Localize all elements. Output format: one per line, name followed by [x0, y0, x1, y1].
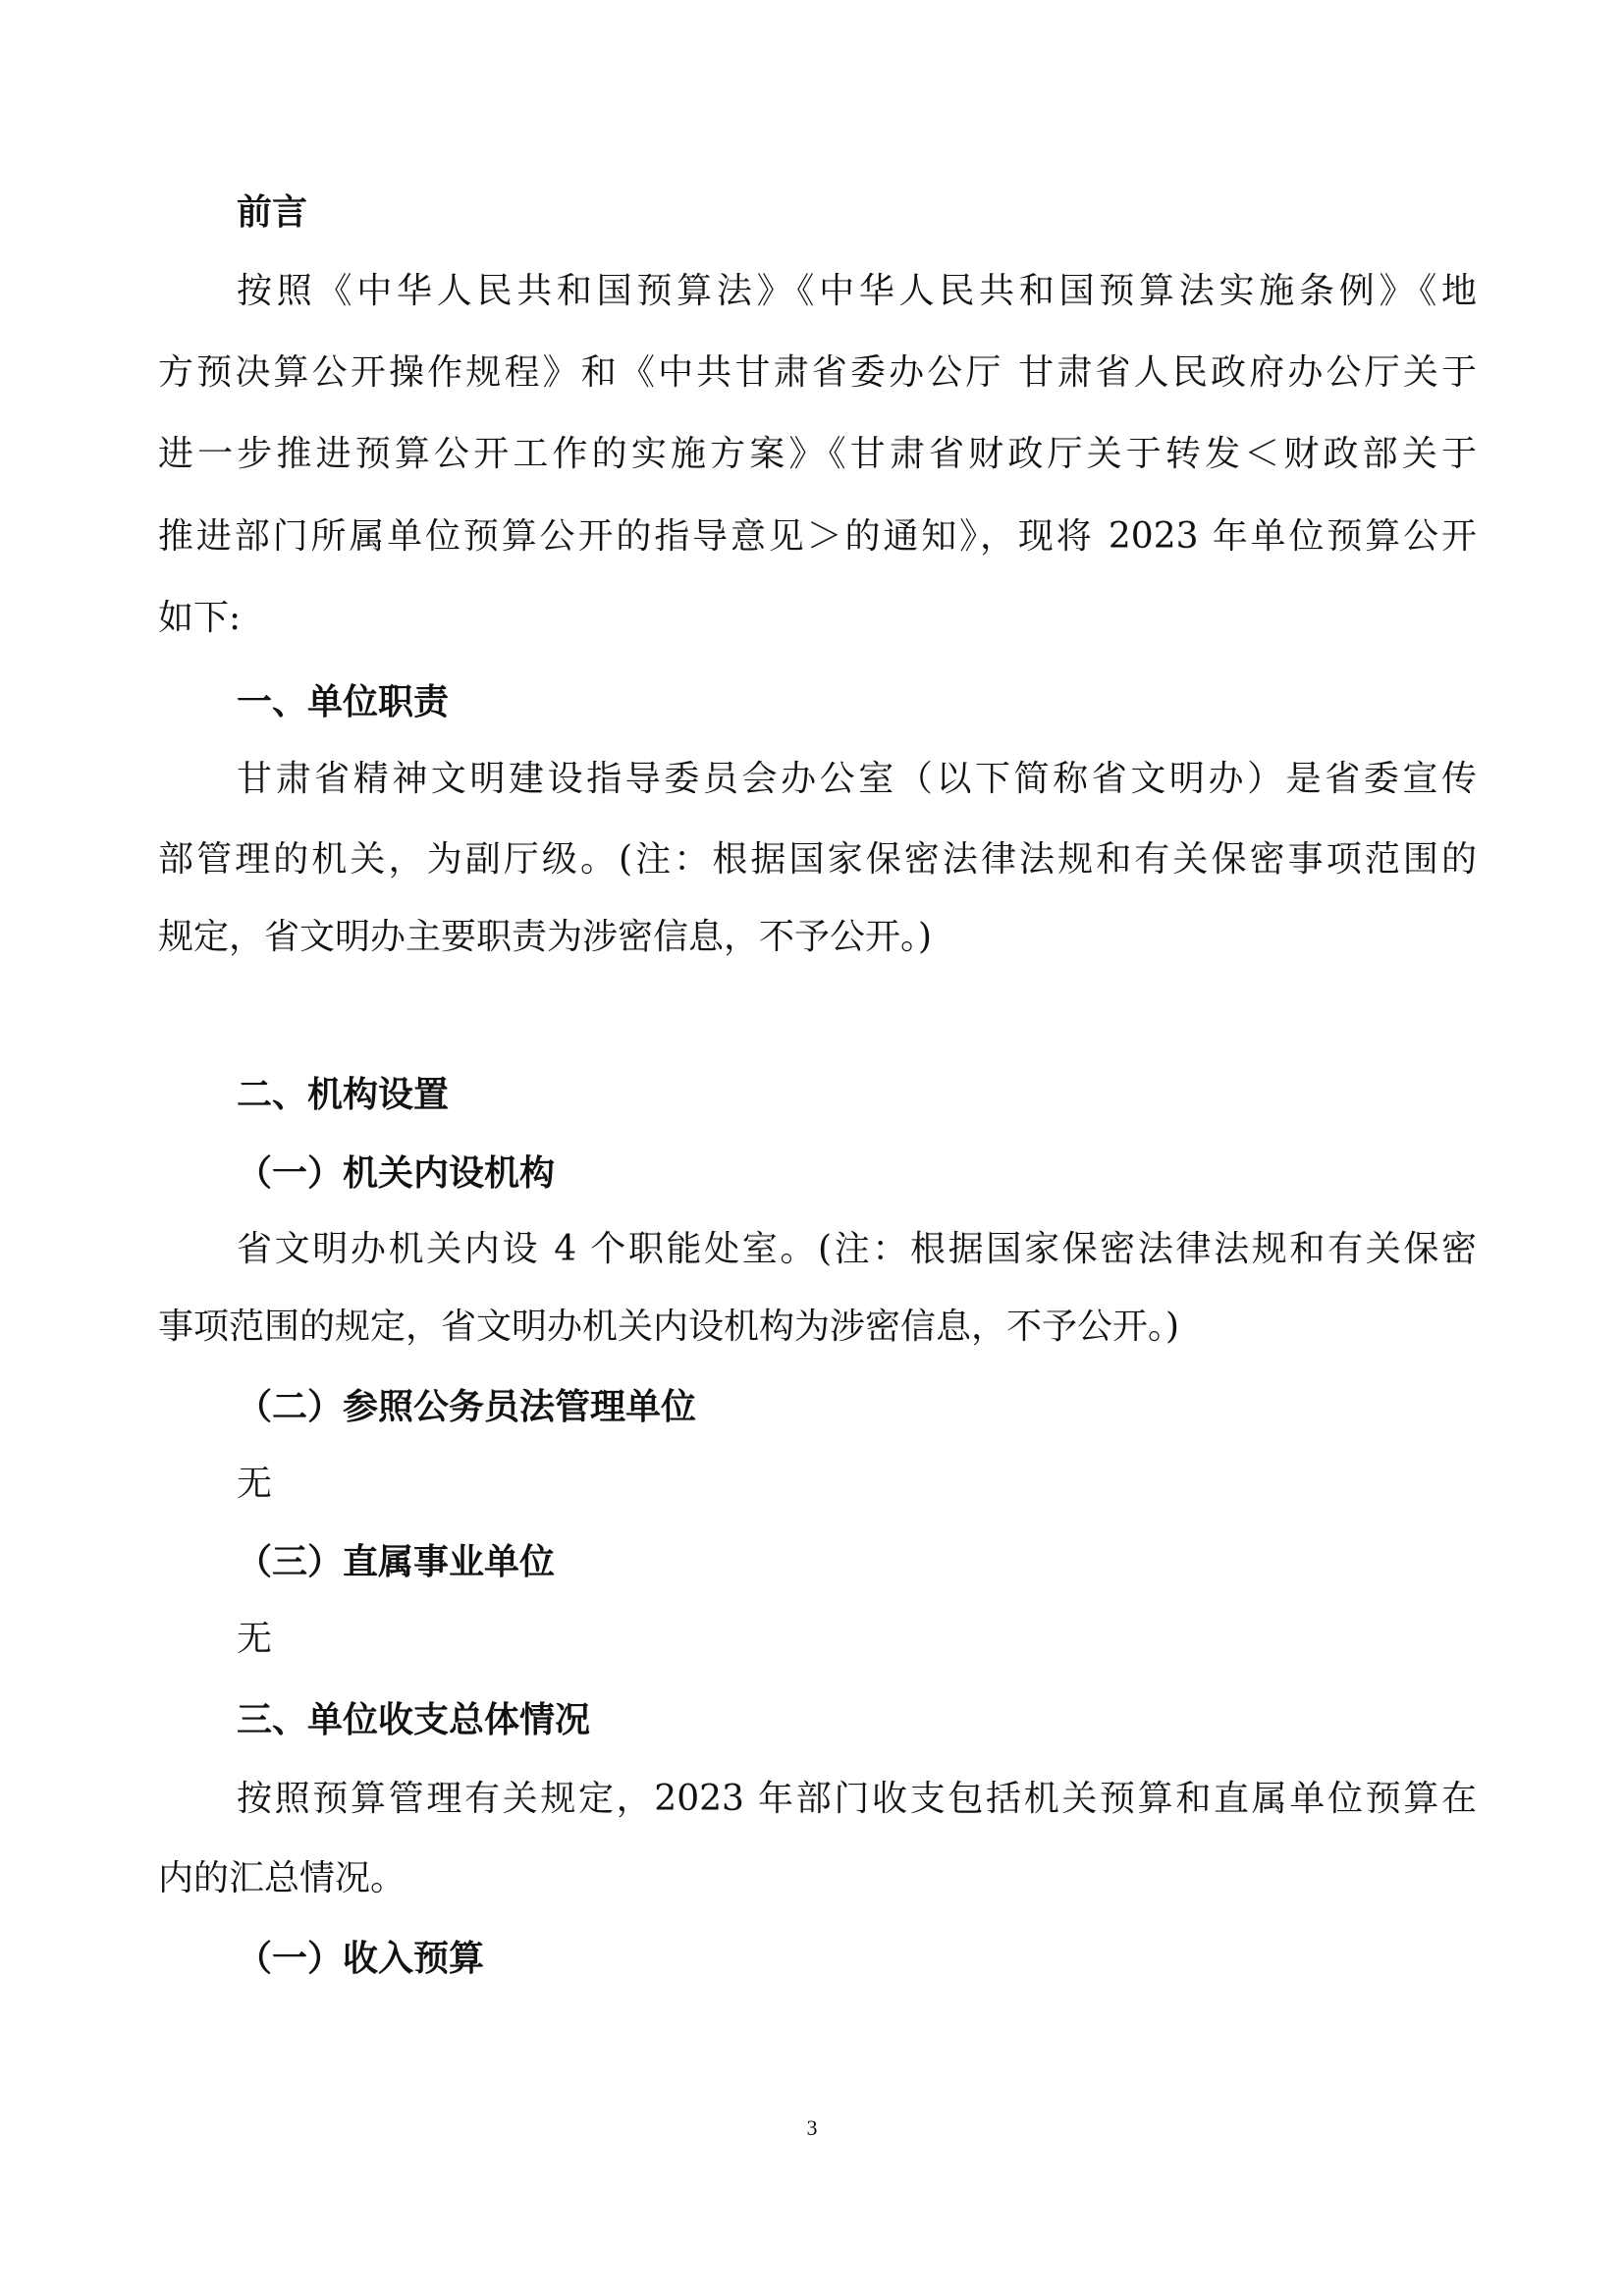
section2-sub1-paragraph-line: 省文明办机关内设 4 个职能处室。(注：根据国家保密法律法规和有关保密	[237, 1229, 1477, 1269]
section2-sub3-heading: （三）直属事业单位	[237, 1541, 556, 1582]
section2-sub3-text: 无	[237, 1619, 273, 1659]
section2-heading: 二、机构设置	[237, 1074, 450, 1115]
preface-paragraph-line: 如下:	[158, 598, 242, 638]
preface-paragraph-line: 方预决算公开操作规程》和《中共甘肃省委办公厅 甘肃省人民政府办公厅关于	[158, 352, 1477, 393]
section1-paragraph-line: 部管理的机关，为副厅级。(注：根据国家保密法律法规和有关保密事项范围的	[158, 839, 1477, 880]
section1-heading: 一、单位职责	[237, 681, 450, 722]
section3-paragraph-line: 内的汇总情况。	[158, 1858, 406, 1898]
section1-paragraph-line: 甘肃省精神文明建设指导委员会办公室（以下简称省文明办）是省委宣传	[237, 759, 1477, 799]
section2-sub2-heading: （二）参照公务员法管理单位	[237, 1386, 697, 1427]
section2-sub1-paragraph-line: 事项范围的规定，省文明办机关内设机构为涉密信息，不予公开。)	[158, 1307, 1180, 1347]
preface-paragraph-line: 进一步推进预算公开工作的实施方案》《甘肃省财政厅关于转发＜财政部关于	[158, 434, 1477, 474]
section2-sub2-text: 无	[237, 1464, 273, 1504]
section3-heading: 三、单位收支总体情况	[237, 1699, 591, 1740]
section1-paragraph-line: 规定，省文明办主要职责为涉密信息，不予公开。)	[158, 917, 933, 957]
section2-sub1-heading: （一）机关内设机构	[237, 1152, 556, 1194]
section3-paragraph-line: 按照预算管理有关规定，2023 年部门收支包括机关预算和直属单位预算在	[237, 1779, 1477, 1819]
preface-heading: 前言	[237, 191, 308, 233]
section3-sub1-heading: （一）收入预算	[237, 1938, 485, 1979]
page-number: 3	[806, 2115, 818, 2140]
preface-paragraph-line: 推进部门所属单位预算公开的指导意见＞的通知》，现将 2023 年单位预算公开	[158, 516, 1477, 557]
preface-paragraph-line: 按照《中华人民共和国预算法》《中华人民共和国预算法实施条例》《地	[237, 271, 1477, 311]
